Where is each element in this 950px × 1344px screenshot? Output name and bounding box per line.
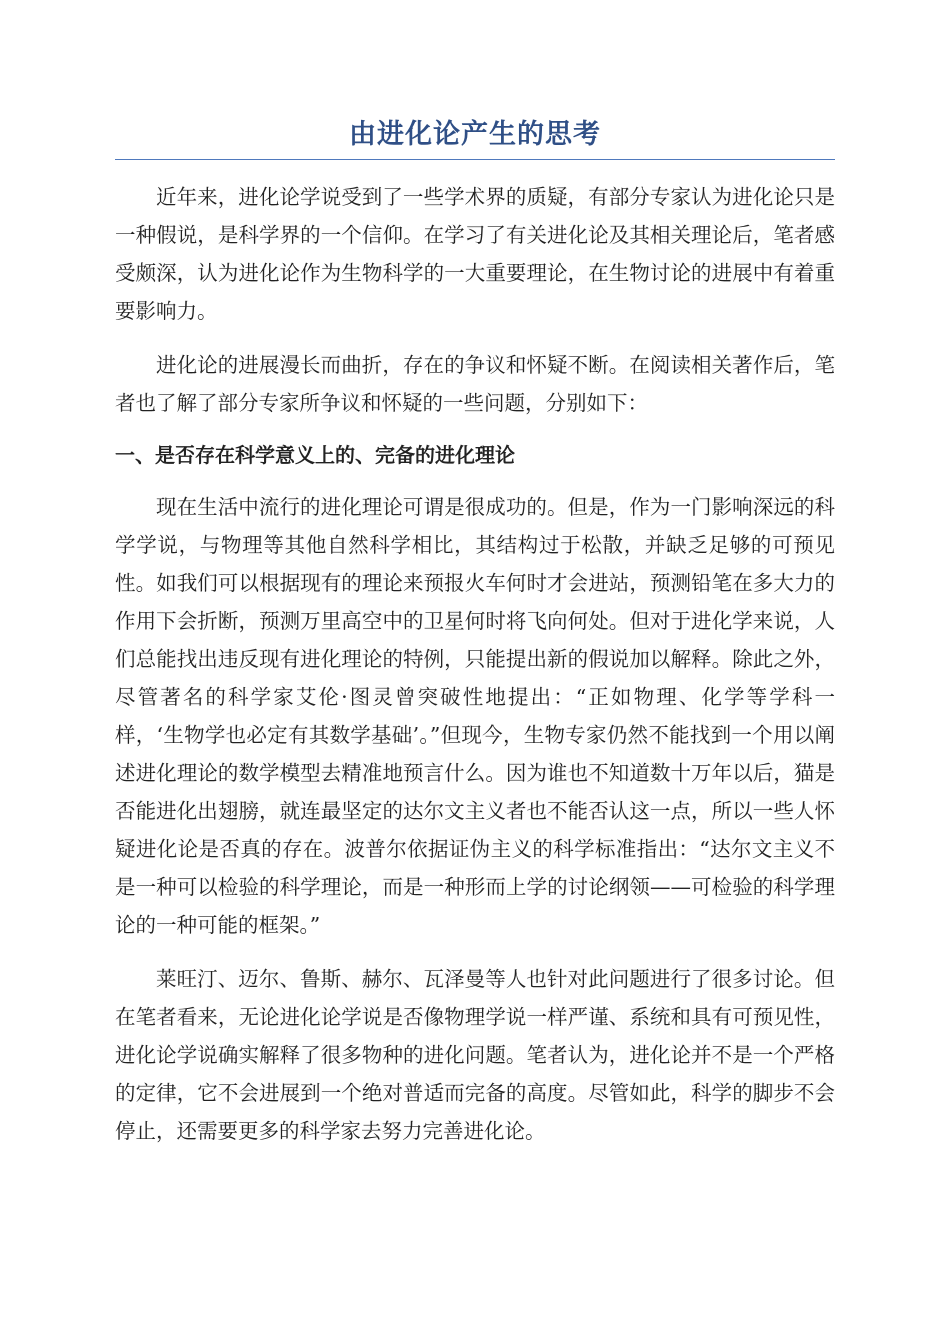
- title-divider: [115, 159, 835, 160]
- paragraph-section1-discussion: 莱旺汀、迈尔、鲁斯、赫尔、瓦泽曼等人也针对此问题进行了很多讨论。但在笔者看来，无论进化论学说是否像物理学说一样严谨、系统和具有可预见性，进化论学说确实解释了很多物种的进化问题。笔者认为，进化论并不是一个严格的定律，它不会进展到一个绝对普适而完备的高度。尽管如此，科学的脚步不会停止，还需要更多的科学家去努力完善进化论。: [115, 967, 835, 1143]
- document-page: [115, 100, 835, 1150]
- paragraph-background: 进化论的进展漫长而曲折，存在的争议和怀疑不断。在阅读相关著作后，笔者也了解了部分专家所争议和怀疑的一些问题，分别如下：: [115, 353, 835, 415]
- document-title: 由进化论产生的思考: [349, 119, 601, 150]
- section-heading-1: 一、是否存在科学意义上的、完备的进化理论: [115, 443, 515, 467]
- paragraph-section1-body: 现在生活中流行的进化理论可谓是很成功的。但是，作为一门影响深远的科学学说，与物理等其他自然科学相比，其结构过于松散，并缺乏足够的可预见性。如我们可以根据现有的理论来预报火车何时才会进站，预测铅笔在多大力的作用下会折断，预测万里高空中的卫星何时将飞向何处。但对于进化学来说，人们总能找出违反现有进化理论的特例，只能提出新的假说加以解释。除此之外，尽管著名的科学家艾伦·图灵曾突破性地提出：“正如物理、化学等学科一样，‘生物学也必定有其数学基础’。”但现今，生物专家仍然不能找到一个用以阐述进化理论的数学模型去精准地预言什么。因为谁也不知道数十万年以后，猫是否能进化出翅膀，就连最坚定的达尔文主义者也不能否认这一点，所以一些人怀疑进化论是否真的存在。波普尔依据证伪主义的科学标准指出：“达尔文主义不是一种可以检验的科学理论，而是一种形而上学的讨论纲领——可检验的科学理论的一种可能的框架。”: [115, 495, 835, 937]
- paragraph-intro: 近年来，进化论学说受到了一些学术界的质疑，有部分专家认为进化论只是一种假说，是科学界的一个信仰。在学习了有关进化论及其相关理论后，笔者感受颇深，认为进化论作为生物科学的一大重要理论，在生物讨论的进展中有着重要影响力。: [115, 185, 835, 323]
